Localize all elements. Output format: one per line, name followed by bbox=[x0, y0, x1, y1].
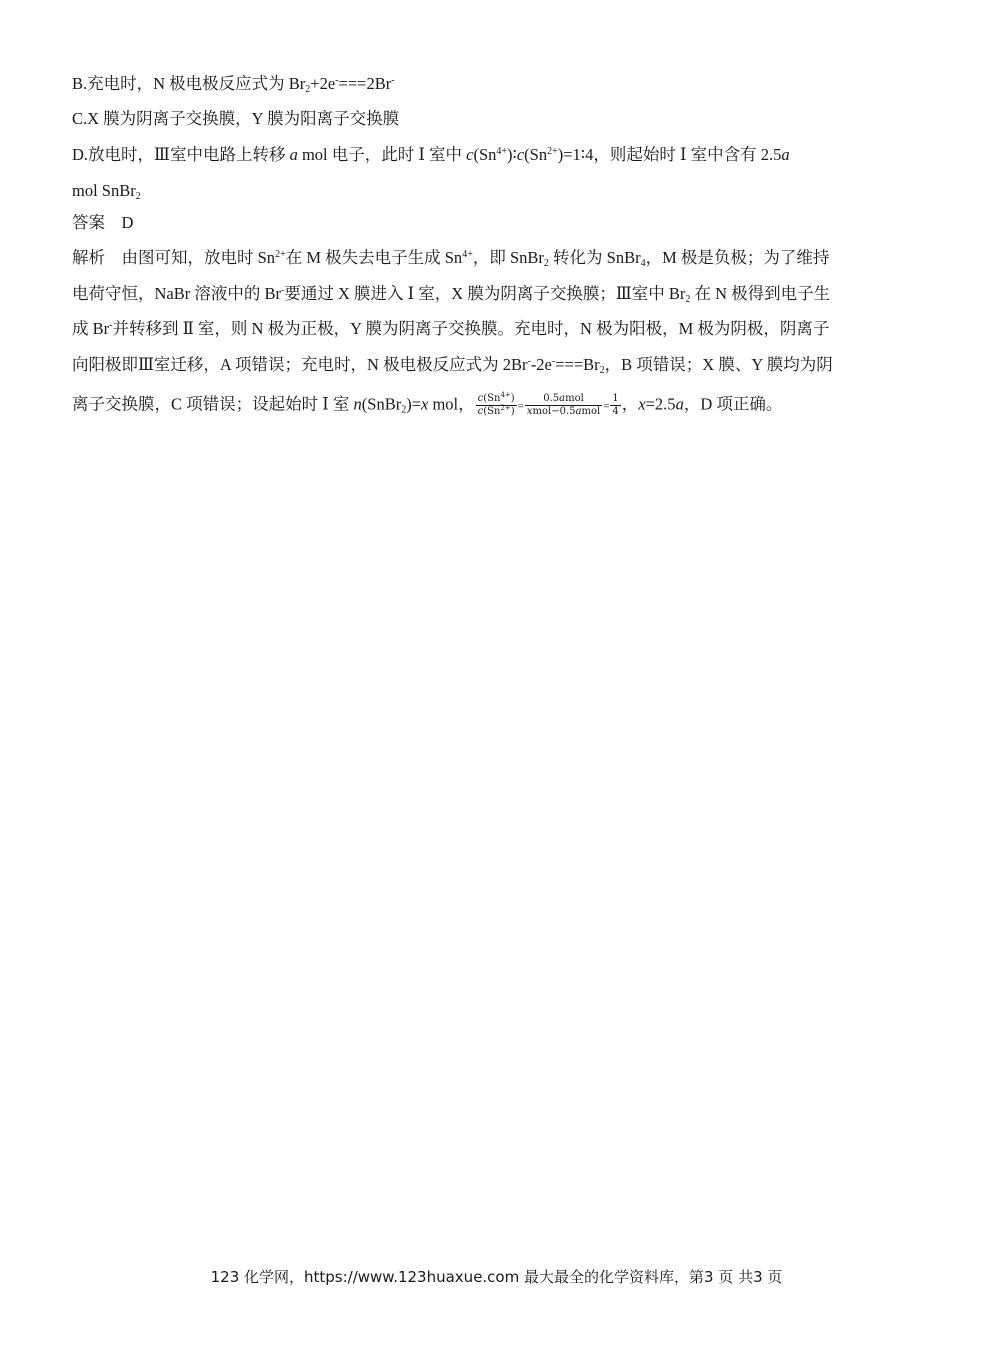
fraction-text: ) bbox=[510, 393, 515, 404]
analysis-line-4 bbox=[72, 354, 922, 376]
formula-text: Br bbox=[288, 74, 306, 93]
subscript: 2 bbox=[401, 404, 407, 416]
fraction-denominator bbox=[525, 406, 602, 418]
option-c-text: C.X 膜为阴离子交换膜，Y 膜为阳离子交换膜 bbox=[72, 109, 400, 128]
analysis-line-1 bbox=[72, 247, 922, 269]
fraction-text: ) bbox=[510, 406, 515, 417]
subscript: 2 bbox=[685, 294, 691, 305]
analysis-text: 电荷守恒，NaBr 溶液中的 Br bbox=[72, 284, 281, 303]
superscript: - bbox=[527, 356, 531, 367]
analysis-text: ，D 项正确。 bbox=[683, 394, 783, 414]
equals-sign: = bbox=[603, 400, 610, 413]
italic-variable: c bbox=[477, 393, 484, 404]
fraction-text: (Sn bbox=[483, 406, 501, 417]
option-d-text: )∶ bbox=[507, 145, 517, 164]
option-d-line-2 bbox=[72, 180, 922, 202]
italic-variable: n bbox=[353, 394, 362, 414]
superscript: - bbox=[335, 75, 339, 86]
superscript: 2+ bbox=[275, 249, 286, 260]
option-d-text: (Sn bbox=[524, 145, 548, 164]
superscript: - bbox=[109, 320, 113, 331]
analysis-text: 离子交换膜，C 项错误；设起始时 Ⅰ 室 bbox=[72, 394, 354, 414]
answer-line bbox=[72, 212, 922, 234]
superscript: 2+ bbox=[500, 404, 511, 412]
italic-variable: c bbox=[477, 406, 484, 417]
mol-fraction bbox=[525, 393, 602, 418]
superscript: - bbox=[391, 75, 395, 86]
option-d-text: D.放电时，Ⅲ室中电路上转移 bbox=[72, 145, 290, 164]
analysis-text: mol， bbox=[428, 394, 475, 414]
analysis-text: 解析 由图可知，放电时 Sn bbox=[72, 248, 276, 267]
analysis-text: -2e bbox=[530, 355, 552, 374]
analysis-text: =2.5 bbox=[645, 394, 676, 414]
analysis-text: 在 M 极失去电子生成 Sn bbox=[285, 248, 463, 267]
analysis-text: ，B 项错误；X 膜、Y 膜均为阴 bbox=[604, 355, 833, 374]
fraction-text: mol−0.5 bbox=[532, 406, 576, 417]
answer-value: D bbox=[121, 213, 134, 232]
subscript: 2 bbox=[135, 191, 141, 202]
italic-variable: a bbox=[289, 145, 298, 164]
fraction-denominator: 4 bbox=[612, 406, 619, 417]
superscript: - bbox=[281, 285, 285, 296]
italic-variable: a bbox=[559, 393, 566, 404]
formula-text: ===2Br bbox=[338, 74, 392, 93]
fraction-text: mol bbox=[565, 393, 584, 404]
analysis-line-3 bbox=[72, 318, 922, 340]
italic-variable: a bbox=[675, 394, 684, 414]
subscript: 2 bbox=[599, 365, 605, 376]
superscript: 4+ bbox=[500, 391, 511, 399]
page-footer: 123 化学网，https://www.123huaxue.com 最大最全的化学资料库，第3 页 共3 页 bbox=[210, 1268, 783, 1286]
option-d-text: mol SnBr bbox=[72, 181, 136, 200]
analysis-text: 转化为 SnBr bbox=[548, 248, 641, 267]
superscript: 4+ bbox=[462, 249, 473, 260]
option-d-text: )=1∶4，则起始时 Ⅰ 室中含有 2.5 bbox=[557, 145, 782, 164]
analysis-text: (SnBr bbox=[361, 394, 402, 414]
analysis-text: 在 N 极得到电子生 bbox=[690, 284, 831, 303]
subscript: 4 bbox=[640, 258, 646, 269]
analysis-text: ===Br bbox=[555, 355, 600, 374]
analysis-text: ，M 极是负极；为了维持 bbox=[645, 248, 830, 267]
option-c bbox=[72, 108, 922, 130]
italic-variable: a bbox=[781, 145, 790, 164]
option-d-text: mol 电子，此时 Ⅰ 室中 bbox=[297, 145, 467, 164]
fraction-numerator: 1 bbox=[612, 393, 619, 404]
analysis-text: ，即 SnBr bbox=[472, 248, 544, 267]
superscript: 4+ bbox=[496, 146, 508, 157]
fraction-numerator bbox=[525, 393, 602, 406]
option-b-text: B.充电时，N 极电极反应式为 bbox=[72, 74, 289, 93]
analysis-line-2 bbox=[72, 283, 922, 305]
analysis-text: ， bbox=[621, 394, 639, 414]
analysis-text: )= bbox=[406, 394, 422, 414]
analysis-text: 成 Br bbox=[72, 319, 110, 338]
ratio-fraction bbox=[476, 393, 517, 418]
fraction-text: (Sn bbox=[483, 393, 501, 404]
superscript: - bbox=[551, 356, 556, 367]
superscript: 2+ bbox=[547, 146, 558, 157]
italic-variable: x bbox=[526, 406, 533, 417]
italic-variable: c bbox=[466, 145, 474, 164]
italic-variable: a bbox=[575, 406, 582, 417]
subscript: 2 bbox=[543, 258, 549, 269]
italic-variable: x bbox=[638, 394, 646, 414]
subscript: 2 bbox=[305, 84, 311, 95]
equals-sign: = bbox=[517, 400, 524, 413]
italic-variable: c bbox=[516, 145, 525, 164]
fraction-text: mol bbox=[581, 406, 601, 417]
fraction-text: 0.5 bbox=[543, 393, 560, 404]
answer-label: 答案 bbox=[72, 213, 105, 232]
analysis-line-5 bbox=[72, 393, 922, 418]
option-d-line-1 bbox=[72, 144, 922, 166]
analysis-text: 并转移到 Ⅱ 室，则 N 极为正极，Y 膜为阴离子交换膜。充电时，N 极为阳极，M 极为阴极，阴离子 bbox=[112, 319, 830, 338]
italic-variable: x bbox=[421, 394, 429, 414]
analysis-text: 要通过 X 膜进入 Ⅰ 室，X 膜为阴离子交换膜；Ⅲ室中 Br bbox=[284, 284, 686, 303]
formula-text: +2e bbox=[310, 74, 336, 93]
quarter-fraction bbox=[610, 393, 620, 418]
option-d-text: (Sn bbox=[473, 145, 497, 164]
option-b bbox=[72, 73, 922, 95]
analysis-text: 向阳极即Ⅲ室迁移，A 项错误；充电时，N 极电极反应式为 2Br bbox=[72, 355, 528, 374]
fraction-denominator bbox=[476, 406, 517, 418]
